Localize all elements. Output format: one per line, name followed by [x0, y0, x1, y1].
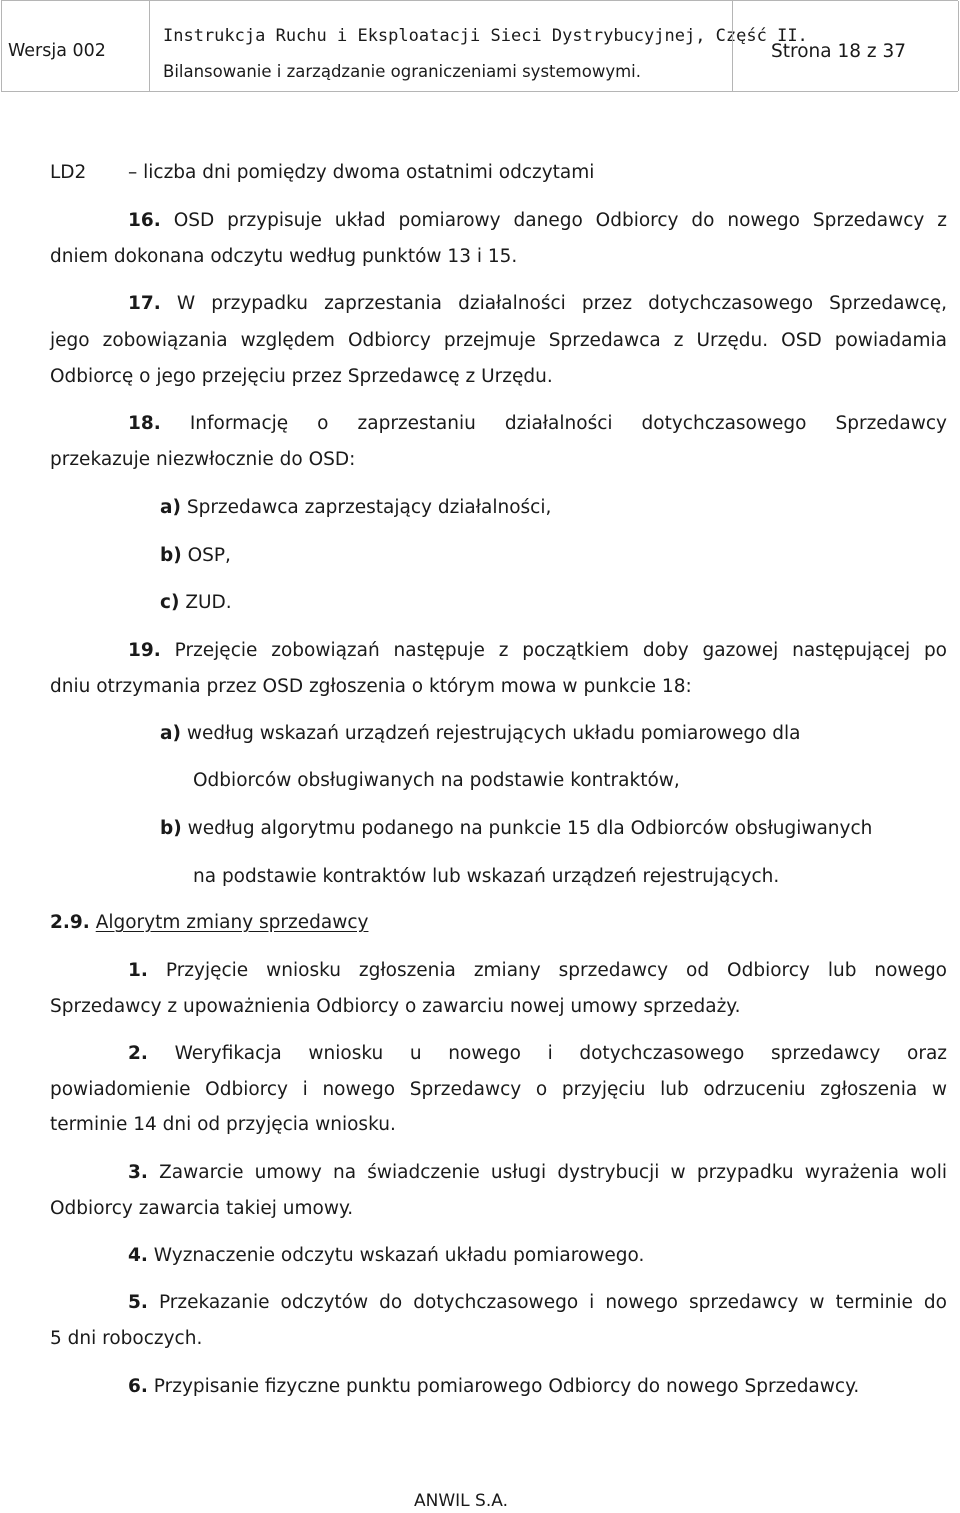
p17-line2: jego zobowiązania względem Odbiorcy przejmuje Sprzedawca z Urzędu. OSD powiadamia — [50, 330, 947, 351]
p18-item-b: b) OSP, — [160, 545, 231, 566]
p16-line1: 16. OSD przypisuje układ pomiarowy danego Odbiorcy do nowego Sprzedawcy z — [128, 210, 947, 231]
p17-line3: Odbiorcę o jego przejęciu przez Sprzedawcę z Urzędu. — [50, 366, 553, 387]
step4-line1: 4. Wyznaczenie odczytu wskazań układu pomiarowego. — [128, 1245, 645, 1266]
p18-number: 18. — [128, 413, 161, 434]
p19-item-b: b) według algorytmu podanego na punkcie 15 dla Odbiorców obsługiwanych — [160, 818, 873, 839]
p19-item-a-cont: Odbiorców obsługiwanych na podstawie kontraktów, — [193, 770, 680, 791]
p16-number: 16. — [128, 210, 161, 231]
p19-item-b-cont: na podstawie kontraktów lub wskazań urządzeń rejestrujących. — [193, 866, 780, 887]
p17-line1: 17. W przypadku zaprzestania działalności przez dotychczasowego Sprzedawcę, — [128, 293, 947, 314]
section-title: Algorytm zmiany sprzedawcy — [95, 912, 369, 933]
step6-line1: 6. Przypisanie fizyczne punktu pomiarowego Odbiorcy do nowego Sprzedawcy. — [128, 1376, 860, 1397]
step2-line3: terminie 14 dni od przyjęcia wniosku. — [50, 1114, 396, 1135]
step5-line1: 5. Przekazanie odczytów do dotychczasowego i nowego sprzedawcy w terminie do — [128, 1292, 947, 1313]
step3-line2: Odbiorcy zawarcia takiej umowy. — [50, 1198, 354, 1219]
p16-line2: dniem dokonana odczytu według punktów 13 i 15. — [50, 246, 518, 267]
p19-line1: 19. Przejęcie zobowiązań następuje z początkiem doby gazowej następującej po — [128, 640, 947, 661]
step2-line2: powiadomienie Odbiorcy i nowego Sprzedawcy o przyjęciu lub odrzuceniu zgłoszenia w — [50, 1079, 947, 1100]
p19-line2: dniu otrzymania przez OSD zgłoszenia o którym mowa w punkcie 18: — [50, 676, 692, 697]
p18-item-a: a) Sprzedawca zaprzestający działalności, — [160, 497, 552, 518]
ld2-term: LD2 — [50, 162, 87, 183]
p18-item-c: c) ZUD. — [160, 592, 232, 613]
ld2-definition: – liczba dni pomiędzy dwoma ostatnimi odczytami — [128, 162, 595, 183]
page-number: Strona 18 z 37 — [771, 41, 907, 62]
header-page-cell — [732, 1, 959, 91]
step2-line1: 2. Weryfikacja wniosku u nowego i dotychczasowego sprzedawcy oraz — [128, 1043, 947, 1064]
header-version-cell — [1, 1, 150, 91]
document-subtitle: Bilansowanie i zarządzanie ograniczeniami systemowymi. — [163, 62, 641, 81]
section-number: 2.9. — [50, 912, 90, 933]
step3-line1: 3. Zawarcie umowy na świadczenie usługi dystrybucji w przypadku wyrażenia woli — [128, 1162, 947, 1183]
section-heading — [50, 914, 368, 933]
document-title: Instrukcja Ruchu i Eksploatacji Sieci Dystrybucyjnej, Część II. — [163, 26, 808, 46]
step5-line2: 5 dni roboczych. — [50, 1328, 203, 1349]
p18-line1: 18. Informację o zaprzestaniu działalności dotychczasowego Sprzedawcy — [128, 413, 947, 434]
page-header — [1, 0, 958, 92]
p19-item-a: a) według wskazań urządzeń rejestrujących układu pomiarowego dla — [160, 723, 801, 744]
p18-line2: przekazuje niezwłocznie do OSD: — [50, 449, 356, 470]
step1-line1: 1. Przyjęcie wniosku zgłoszenia zmiany sprzedawcy od Odbiorcy lub nowego — [128, 960, 948, 981]
p17-number: 17. — [128, 293, 161, 314]
step1-line2: Sprzedawcy z upoważnienia Odbiorcy o zawarciu nowej umowy sprzedaży. — [50, 996, 741, 1017]
footer-company: ANWIL S.A. — [414, 1491, 508, 1511]
version-label: Wersja 002 — [8, 41, 106, 61]
p19-number: 19. — [128, 640, 161, 661]
header-title-cell — [149, 1, 808, 91]
